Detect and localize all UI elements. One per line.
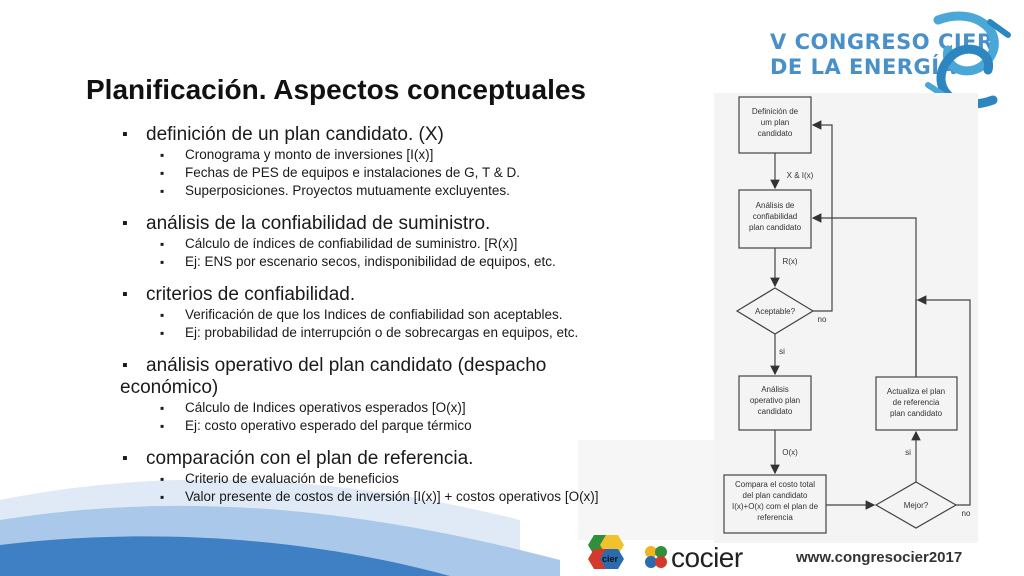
list-item: ▪ Superposiciones. Proyectos mutuamente excluyentes. [120, 182, 710, 200]
list-item: ▪ Verificación de que los Indices de confiabilidad son aceptables. [120, 306, 710, 324]
box-analisis-op-line: Análisis [761, 385, 789, 394]
label-si: si [905, 448, 911, 457]
section-heading: ▪ definición de un plan candidato. (X) [120, 124, 710, 146]
box-analisis-conf-line: confiabilidad [752, 212, 798, 221]
list-item: ▪ Cronograma y monto de inversiones [I(x)] [120, 146, 710, 164]
box-analisis-conf-line: Análisis de [755, 201, 795, 210]
box-analisis-conf-line: plan candidato [748, 223, 802, 232]
list-item: ▪ Fechas de PES de equipos e instalaciones de G, T & D. [120, 164, 710, 182]
brand-line-1: V CONGRESO CIER [770, 30, 994, 54]
box-analisis-op-line: candidato [757, 407, 793, 416]
box-definicion-line: um plan [760, 118, 790, 127]
box-compara-line: I(x)+O(x) com el plan de [731, 502, 819, 511]
label-rx: R(x) [782, 257, 798, 266]
label-x-ix: X & I(x) [786, 171, 814, 180]
box-definicion-line: candidato [757, 129, 793, 138]
box-analisis-op-line: operativo plan [749, 396, 801, 405]
label-no: no [817, 315, 827, 324]
cier-logo-text: cier [602, 554, 619, 564]
slide-title: Planificación. Aspectos conceptuales [86, 74, 587, 105]
box-actualiza-line: Actualiza el plan [886, 387, 946, 396]
label-ox: O(x) [782, 448, 798, 457]
label-si: si [779, 347, 785, 356]
brand-line-2: DE LA ENERGÍA [770, 55, 957, 79]
box-actualiza-line: plan candidato [889, 409, 943, 418]
section-heading-continued: económico) [120, 377, 219, 398]
list-item: ▪ Cálculo de índices de confiabilidad de suministro. [R(x)] [120, 235, 710, 253]
section-heading: ▪ criterios de confiabilidad. [120, 284, 710, 306]
label-no: no [961, 509, 971, 518]
cocier-logo-text: cocier [671, 542, 743, 573]
section-heading: ▪ comparación con el plan de referencia. [120, 448, 710, 470]
box-compara-line: Compara el costo total [734, 480, 816, 489]
list-item: ▪ Valor presente de costos de inversión [I(x)] + costos operativos [O(x)] [120, 488, 710, 506]
list-item: ▪ Ej: ENS por escenario secos, indisponibilidad de equipos, etc. [120, 253, 710, 271]
list-item: ▪ Ej: costo operativo esperado del parque térmico [120, 417, 710, 435]
box-compara-line: del plan candidato [742, 491, 808, 500]
decision-aceptable-label: Aceptable? [754, 307, 796, 316]
section-heading: ▪ análisis de la confiabilidad de suministro. [120, 213, 710, 235]
list-item: ▪ Cálculo de Indices operativos esperados [O(x)] [120, 399, 710, 417]
decision-mejor-label: Mejor? [903, 501, 929, 510]
box-definicion-line: Definición de [751, 107, 799, 116]
list-item: ▪ Ej: probabilidad de interrupción o de sobrecargas en equipos, etc. [120, 324, 710, 342]
box-actualiza-line: de referencia [892, 398, 940, 407]
list-item: ▪ Criterio de evaluación de beneficios [120, 470, 710, 488]
box-compara-line: referencia [757, 513, 793, 522]
section-heading: ▪ análisis operativo del plan candidato (despacho [120, 355, 710, 377]
congress-url[interactable]: www.congresocier2017 [796, 549, 963, 566]
